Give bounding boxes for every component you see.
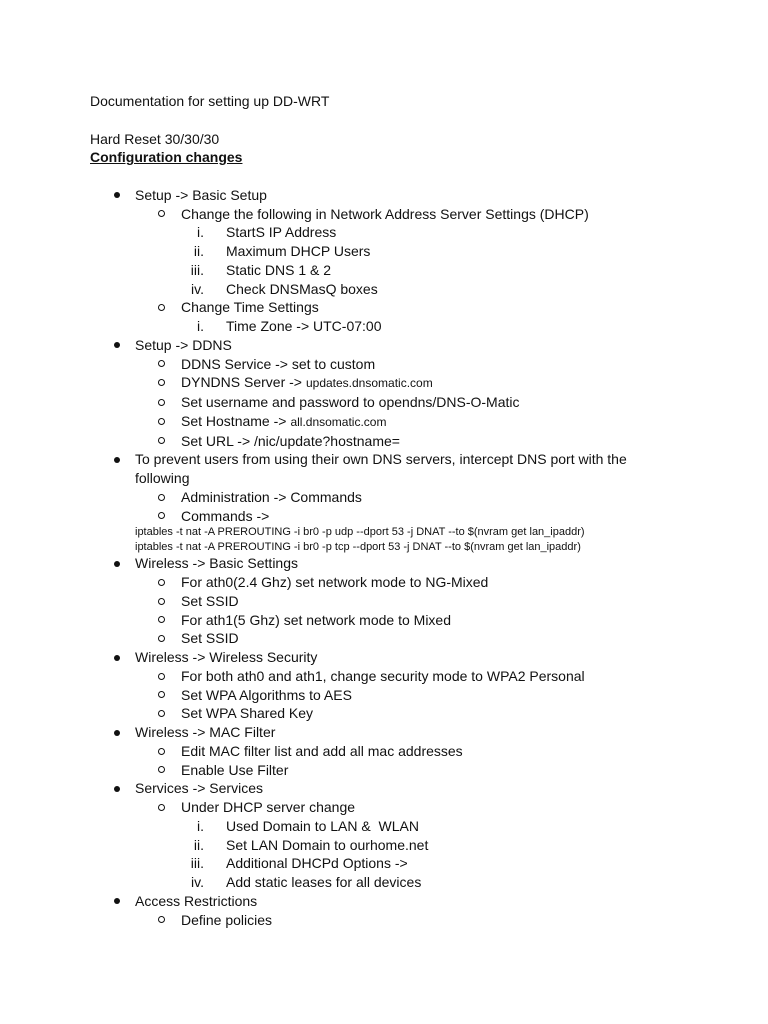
numbered-step xyxy=(90,836,678,855)
bullet-item xyxy=(90,648,678,667)
sub-bullet-item-text: Set SSID xyxy=(181,630,239,647)
sub-bullet-item xyxy=(90,761,678,780)
sub-bullet-item-text: DYNDNS Server -> xyxy=(181,374,302,391)
code-line: iptables -t nat -A PREROUTING -i br0 -p tcp --dport 53 -j DNAT --to $(nvram get lan_ipaddr) xyxy=(135,540,581,553)
numbered-step xyxy=(90,242,678,261)
sub-bullet-item xyxy=(90,355,678,374)
document-body xyxy=(90,92,678,929)
numbered-step xyxy=(90,854,678,873)
bullet-circle-icon xyxy=(158,379,165,386)
step-number: iii. xyxy=(190,855,204,872)
bullet-item-text: Setup -> DDNS xyxy=(135,336,232,353)
bullet-circle-icon xyxy=(158,916,165,923)
bullet-circle-icon xyxy=(158,804,165,811)
numbered-step xyxy=(90,873,678,892)
sub-bullet-item-text: Enable Use Filter xyxy=(181,761,289,778)
step-text: Static DNS 1 & 2 xyxy=(226,261,332,278)
bullet-circle-icon xyxy=(158,399,165,406)
sub-bullet-item xyxy=(90,205,678,224)
sub-bullet-item-text: Change Time Settings xyxy=(181,299,319,316)
sub-bullet-item-text: Set SSID xyxy=(181,592,239,609)
bullet-disc-icon xyxy=(114,730,120,736)
url-text: all.dnsomatic.com xyxy=(290,414,387,429)
sub-bullet-item xyxy=(90,686,678,705)
bullet-circle-icon xyxy=(158,748,165,755)
step-number: i. xyxy=(197,318,204,334)
sub-bullet-item-text: Set Hostname -> xyxy=(181,412,287,429)
step-text: Add static leases for all devices xyxy=(226,874,422,890)
numbered-step xyxy=(90,261,678,280)
sub-bullet-item xyxy=(90,667,678,686)
bullet-disc-icon xyxy=(114,342,120,348)
sub-bullet-item xyxy=(90,393,678,412)
bullet-item xyxy=(90,779,678,798)
blank-line xyxy=(90,111,678,130)
sub-bullet-item xyxy=(90,507,678,526)
sub-bullet-item-text: For ath1(5 Ghz) set network mode to Mixed xyxy=(181,611,451,628)
bullet-item-text: Services -> Services xyxy=(135,780,263,797)
sub-bullet-item-text: Set URL -> /nic/update?hostname= xyxy=(181,432,400,449)
sub-bullet-item-text: Define policies xyxy=(181,911,273,928)
bullet-circle-icon xyxy=(158,635,165,642)
config-heading: Configuration changes xyxy=(90,149,243,166)
sub-bullet-item xyxy=(90,298,678,317)
numbered-step xyxy=(90,280,678,299)
bullet-circle-icon xyxy=(158,579,165,586)
bullet-item xyxy=(90,723,678,742)
sub-bullet-item-text: For ath0(2.4 Ghz) set network mode to NG-Mixed xyxy=(181,574,489,590)
sub-bullet-item-text: Change the following in Network Address Server Settings (DHCP) xyxy=(181,205,589,222)
bullet-item-text: To prevent users from using their own DNS servers, intercept DNS port with the following xyxy=(135,451,631,486)
sub-bullet-item xyxy=(90,611,678,630)
sub-bullet-item-text: Edit MAC filter list and add all mac addresses xyxy=(181,742,463,759)
sub-bullet-item xyxy=(90,432,678,451)
bullet-circle-icon xyxy=(158,512,165,519)
step-text: Used Domain to LAN & WLAN xyxy=(226,817,419,834)
bullet-circle-icon xyxy=(158,691,165,698)
bullet-circle-icon xyxy=(158,598,165,605)
bullet-circle-icon xyxy=(158,210,165,217)
bullet-disc-icon xyxy=(114,192,120,198)
bullet-disc-icon xyxy=(114,786,120,792)
sub-bullet-item-text: Under DHCP server change xyxy=(181,799,356,815)
sub-bullet-item xyxy=(90,488,678,507)
step-text: Set LAN Domain to ourhome.net xyxy=(226,836,429,853)
sub-bullet-item xyxy=(90,911,678,930)
sub-bullet-item-text: Administration -> Commands xyxy=(181,488,362,505)
bullet-circle-icon xyxy=(158,437,165,444)
bullet-circle-icon xyxy=(158,616,165,623)
sub-bullet-item-text: Set WPA Algorithms to AES xyxy=(181,686,352,703)
sub-bullet-item xyxy=(90,412,678,432)
bullet-item xyxy=(90,336,678,355)
bullet-circle-icon xyxy=(158,494,165,501)
step-text: Additional DHCPd Options -> xyxy=(226,855,408,872)
blank-line xyxy=(90,167,678,186)
code-line: iptables -t nat -A PREROUTING -i br0 -p udp --dport 53 -j DNAT --to $(nvram get lan_ipaddr) xyxy=(135,526,585,539)
sub-bullet-item xyxy=(90,573,678,592)
step-number: i. xyxy=(197,224,204,241)
step-number: ii. xyxy=(193,243,204,259)
step-number: iv. xyxy=(191,280,204,297)
bullet-circle-icon xyxy=(158,360,165,367)
bullet-item xyxy=(90,186,678,205)
bullet-item-text: Access Restrictions xyxy=(135,892,258,909)
code-block xyxy=(90,525,678,554)
numbered-step xyxy=(90,223,678,242)
bullet-item-text: Setup -> Basic Setup xyxy=(135,186,267,203)
bullet-disc-icon xyxy=(114,561,120,567)
sub-bullet-item xyxy=(90,592,678,611)
sub-bullet-item xyxy=(90,798,678,817)
step-number: iii. xyxy=(190,261,204,278)
step-number: i. xyxy=(197,817,204,834)
sub-bullet-item xyxy=(90,629,678,648)
bullet-disc-icon xyxy=(114,898,120,904)
document-title: Documentation for setting up DD-WRT xyxy=(90,93,330,109)
bullet-item-text: Wireless -> Basic Settings xyxy=(135,555,298,572)
step-number: iv. xyxy=(191,874,204,890)
bullet-circle-icon xyxy=(158,766,165,773)
hard-reset-line: Hard Reset 30/30/30 xyxy=(90,130,220,147)
bullet-disc-icon xyxy=(114,655,120,661)
sub-bullet-item xyxy=(90,704,678,723)
bullet-circle-icon xyxy=(158,304,165,311)
bullet-circle-icon xyxy=(158,710,165,717)
bullet-item xyxy=(90,554,678,573)
step-text: Check DNSMasQ boxes xyxy=(226,280,378,297)
numbered-step xyxy=(90,817,678,836)
bullet-circle-icon xyxy=(158,673,165,680)
step-text: Maximum DHCP Users xyxy=(226,243,371,259)
numbered-step xyxy=(90,317,678,336)
sub-bullet-item-text: For both ath0 and ath1, change security mode to WPA2 Personal xyxy=(181,667,585,684)
bullet-item xyxy=(90,450,678,488)
bullet-circle-icon xyxy=(158,418,165,425)
step-text: Time Zone -> UTC-07:00 xyxy=(226,318,382,334)
sub-bullet-item-text: Set WPA Shared Key xyxy=(181,705,314,722)
sub-bullet-item xyxy=(90,373,678,393)
bullet-item-text: Wireless -> MAC Filter xyxy=(135,724,276,740)
bullet-disc-icon xyxy=(114,457,120,463)
step-number: ii. xyxy=(193,836,204,853)
bullet-item-text: Wireless -> Wireless Security xyxy=(135,649,318,665)
sub-bullet-item-text: Commands -> xyxy=(181,507,270,524)
bullet-item xyxy=(90,892,678,911)
sub-bullet-item-text: DDNS Service -> set to custom xyxy=(181,355,376,372)
url-text: updates.dnsomatic.com xyxy=(305,376,433,391)
step-text: StartS IP Address xyxy=(226,224,337,241)
sub-bullet-item-text: Set username and password to opendns/DNS-O-Matic xyxy=(181,394,520,410)
sub-bullet-item xyxy=(90,742,678,761)
